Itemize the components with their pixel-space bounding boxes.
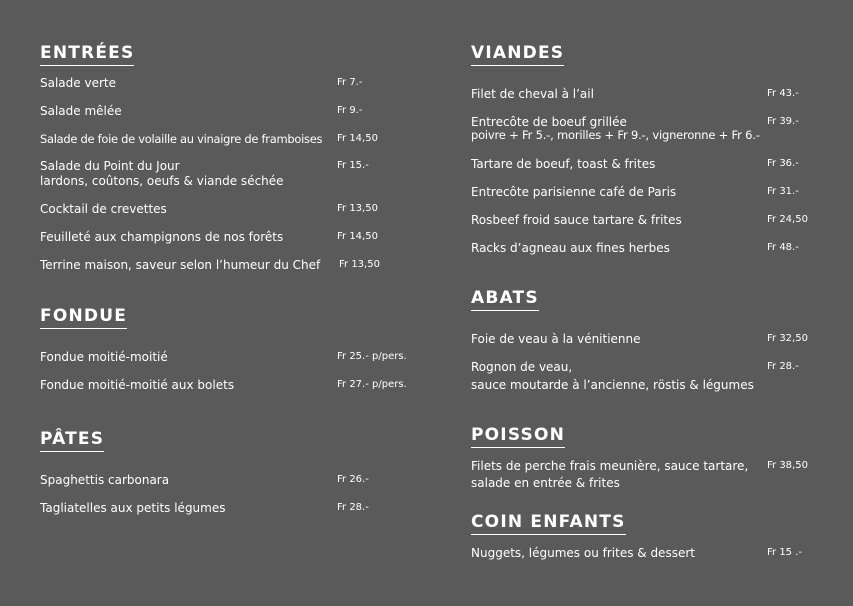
section-title-entrees: ENTRÉES — [40, 43, 134, 66]
menu-item-name: Filets de perche frais meunière, sauce tartare, — [471, 459, 749, 473]
menu-item-price: Fr 13,50 — [339, 259, 380, 270]
menu-item-price: Fr 15 .- — [767, 547, 803, 558]
menu-item-price: Fr 24,50 — [767, 214, 808, 225]
menu-item-price: Fr 25.- p/pers. — [337, 351, 407, 362]
menu-item-name: Fondue moitié-moitié aux bolets — [40, 378, 235, 392]
menu-item-price: Fr 48.- — [767, 242, 799, 253]
menu-item-price: Fr 13,50 — [337, 203, 378, 214]
menu-item-price: Fr 32,50 — [767, 333, 808, 344]
menu-item-name: Tartare de boeuf, toast & frites — [471, 157, 656, 171]
section-title-fondue: FONDUE — [40, 306, 127, 329]
menu-item-name: Salade mêlée — [40, 104, 122, 118]
menu-item-price: Fr 38,50 — [767, 460, 808, 471]
menu-item-name: Feuilleté aux champignons de nos forêts — [40, 230, 284, 244]
menu-item-price: Fr 39.- — [767, 116, 799, 127]
menu-item-detail: sauce moutarde à l’ancienne, röstis & légumes — [471, 378, 754, 392]
menu-item-price: Fr 7.- — [337, 77, 363, 88]
menu-item-name: Rosbeef froid sauce tartare & frites — [471, 213, 682, 227]
menu-item-price: Fr 14,50 — [337, 133, 378, 144]
menu-item-price: Fr 31.- — [767, 186, 799, 197]
menu-item-price: Fr 27.- p/pers. — [337, 379, 407, 390]
menu-item-price: Fr 15.- — [337, 160, 369, 171]
menu-item-name: Filet de cheval à l’ail — [471, 87, 594, 101]
menu-item-name: Salade verte — [40, 76, 116, 90]
section-title-poisson: POISSON — [471, 425, 565, 448]
menu-item-name: Terrine maison, saveur selon l’humeur du Chef — [40, 258, 321, 272]
menu-item-detail: poivre + Fr 5.-, morilles + Fr 9.-, vigneronne + Fr 6.- — [471, 128, 760, 142]
menu-item-name: Salade du Point du Jour — [40, 159, 180, 173]
menu-item-price: Fr 9.- — [337, 105, 363, 116]
menu-item-name: Fondue moitié-moitié — [40, 350, 168, 364]
menu-item-detail: lardons, coûtons, oeufs & viande séchée — [40, 174, 284, 188]
menu-item-name: Rognon de veau, — [471, 360, 573, 374]
menu-item-detail: salade en entrée & frites — [471, 476, 620, 490]
menu-item-price: Fr 28.- — [337, 502, 369, 513]
menu-item-price: Fr 28.- — [767, 361, 799, 372]
menu-item-name: Cocktail de crevettes — [40, 202, 167, 216]
menu-item-name: Nuggets, légumes ou frites & dessert — [471, 546, 695, 560]
menu-item-name: Spaghettis carbonara — [40, 473, 170, 487]
menu-item-name: Entrecôte parisienne café de Paris — [471, 185, 677, 199]
section-title-abats: ABATS — [471, 288, 539, 311]
menu-item-name: Salade de foie de volaille au vinaigre de framboises — [40, 132, 323, 146]
menu-item-price: Fr 43.- — [767, 88, 799, 99]
menu-item-price: Fr 26.- — [337, 474, 369, 485]
menu-item-name: Entrecôte de boeuf grillée — [471, 115, 627, 129]
section-title-pates: PÂTES — [40, 429, 104, 452]
menu-item-price: Fr 36.- — [767, 158, 799, 169]
section-title-coin-enfants: COIN ENFANTS — [471, 512, 626, 535]
menu-item-price: Fr 14,50 — [337, 231, 378, 242]
menu-item-name: Foie de veau à la vénitienne — [471, 332, 641, 346]
section-title-viandes: VIANDES — [471, 43, 564, 66]
menu-item-name: Racks d’agneau aux fines herbes — [471, 241, 670, 255]
menu-item-name: Tagliatelles aux petits légumes — [40, 501, 226, 515]
